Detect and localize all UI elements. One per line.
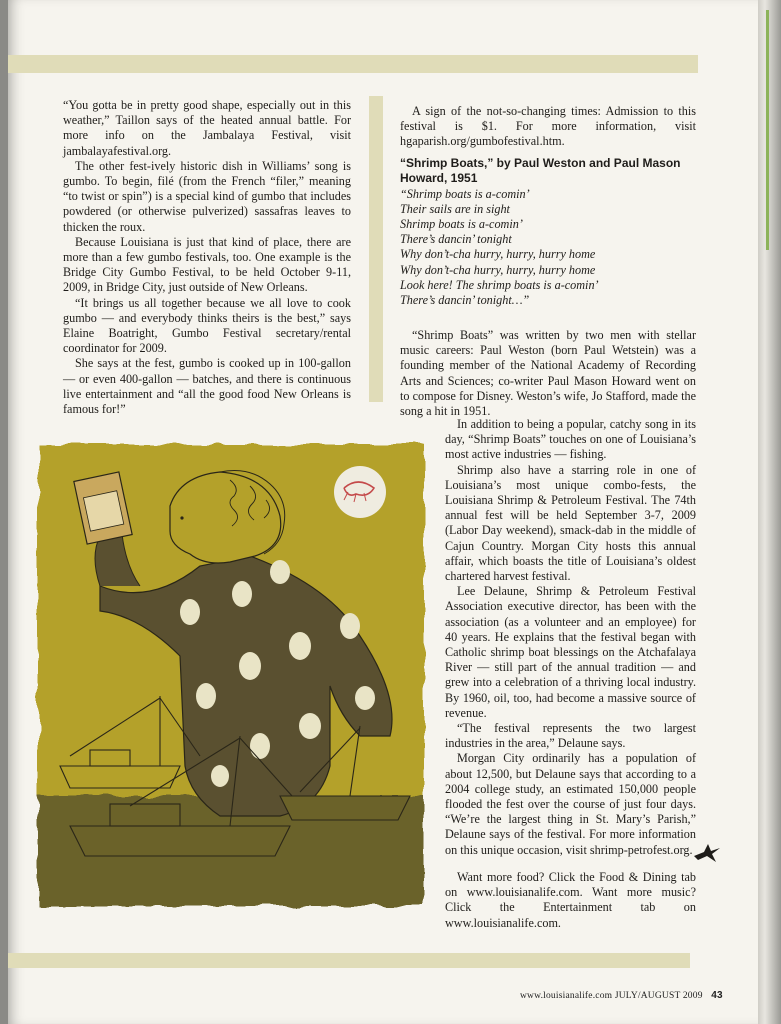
lyric-line: Their sails are in sight	[400, 201, 510, 216]
col1-paragraph: “It brings us all together because we all love to cook gumbo — and everybody thinks theirs is the best,” says Elaine Boatright, Gumbo Festival secretary/rental coordinator for 2009.	[63, 295, 351, 356]
col1-paragraph: She says at the fest, gumbo is cooked up in 100-gallon — or even 400-gallon — batches, and there is continuous live entertainment and “all the good food New Orleans is famous for!”	[63, 356, 351, 417]
col4-paragraph: “The festival represents the two largest industries in the area,” Delaune says.	[445, 721, 696, 751]
magazine-page	[8, 0, 758, 1024]
lyric-line: Why don’t-cha hurry, hurry, hurry home	[400, 247, 596, 262]
lyric-line: Shrimp boats is a-comin’	[400, 217, 523, 232]
right-column-middle	[400, 328, 696, 419]
right-column-top	[400, 104, 696, 308]
page-spine-edge	[758, 0, 781, 1024]
right-column-links	[445, 870, 696, 931]
song-history-paragraph: “Shrimp Boats” was written by two men with stellar music careers: Paul Weston (born Paul Wetstein) was a founding member of the National Academy of Recording Arts and Sciences; co-writer Paul Mason Howard went on to compose for Disney. Weston’s wife, Jo Stafford, made the song a hit in 1951.	[400, 328, 696, 419]
column-divider-band	[369, 96, 383, 402]
woman-with-shrimp-boats-illustration	[30, 436, 432, 914]
left-column-text	[63, 98, 351, 417]
top-decorative-band	[8, 55, 698, 73]
lyric-line: Look here! The shrimp boats is a-comin’	[400, 277, 599, 292]
col4-paragraph: In addition to being a popular, catchy song in its day, “Shrimp Boats” touches on one of Louisiana’s most active industries — fishing.	[445, 417, 696, 462]
lyric-line: There’s dancin’ tonight	[400, 232, 512, 247]
col4-paragraph: Lee Delaune, Shrimp & Petroleum Festival Association executive director, has been with the association (as a volunteer and an employee) for 40 years. He explains that the festival began with Catholic shrimp boat blessings on the Atchafalaya River — still part of the annual tradition — and grew into a celebration of a thriving local industry. By 1960, oil, too, had become a massive source of revenue.	[445, 584, 696, 720]
lyric-line: There’s dancin’ tonight…”	[400, 293, 530, 308]
col1-paragraph: Because Louisiana is just that kind of place, there are more than a few gumbo festivals, too. One example is the Bridge City Gumbo Festival, to be held October 9-11, 2009, in Bridge City, just outside of New Orleans.	[63, 234, 351, 295]
lyric-line: “Shrimp boats is a-comin’	[400, 186, 530, 201]
lyric-line: Why don’t-cha hurry, hurry, hurry home	[400, 262, 596, 277]
pelican-endmark-icon	[692, 838, 722, 864]
footer-website: www.louisianalife.com	[520, 991, 613, 1001]
page-number: 43	[711, 990, 723, 1001]
col4-paragraph: Morgan City ordinarily has a population of about 12,500, but Delaune says that according to a 2004 college study, an estimated 150,000 people flooded the fest over the course of just four days. “We’re the largest thing in St. Mary’s Parish,” Delaune says of the festival. For more information on this unique occasion, visit shrimp-petrofest.org.	[445, 751, 696, 857]
song-lyrics	[400, 187, 696, 309]
page-footer	[520, 990, 723, 1001]
right-column-lower	[445, 417, 696, 858]
edge-green-stripe	[766, 10, 769, 250]
more-links-paragraph: Want more food? Click the Food & Dining tab on www.louisianalife.com. Want more music? Click the Entertainment tab on www.louisianalife.com.	[445, 870, 696, 930]
song-heading: “Shrimp Boats,” by Paul Weston and Paul Mason Howard, 1951	[400, 155, 681, 185]
footer-issue: JULY/AUGUST 2009	[614, 991, 703, 1001]
col4-paragraph: Shrimp also have a starring role in one of Louisiana’s most unique combo-fests, the Louisiana Shrimp & Petroleum Festival. The 74th annual fest will be held September 3-7, 2009 (Labor Day weekend), smack-dab in the middle of Cajun Country. Morgan City hosts this annual affair, which boasts the title of Louisiana’s oldest chartered harvest festival.	[445, 462, 696, 584]
admission-paragraph: A sign of the not-so-changing times: Admission to this festival is $1. For more information, visit hgaparish.org/gumbofestival.htm.	[400, 104, 696, 149]
col1-paragraph: “You gotta be in pretty good shape, especially out in this weather,” Taillon says of the heated annual battle. For more info on the Jambalaya Festival, visit jambalayafestival.org.	[63, 98, 351, 158]
bottom-decorative-band	[8, 953, 690, 968]
col1-paragraph: The other fest-ively historic dish in Williams’ song is gumbo. To begin, filé (from the French “filer,” meaning “to twist or spin”) is a special kind of gumbo that includes powdered (or otherwise pulverized) sassafras leaves to thicken the roux.	[63, 158, 351, 234]
